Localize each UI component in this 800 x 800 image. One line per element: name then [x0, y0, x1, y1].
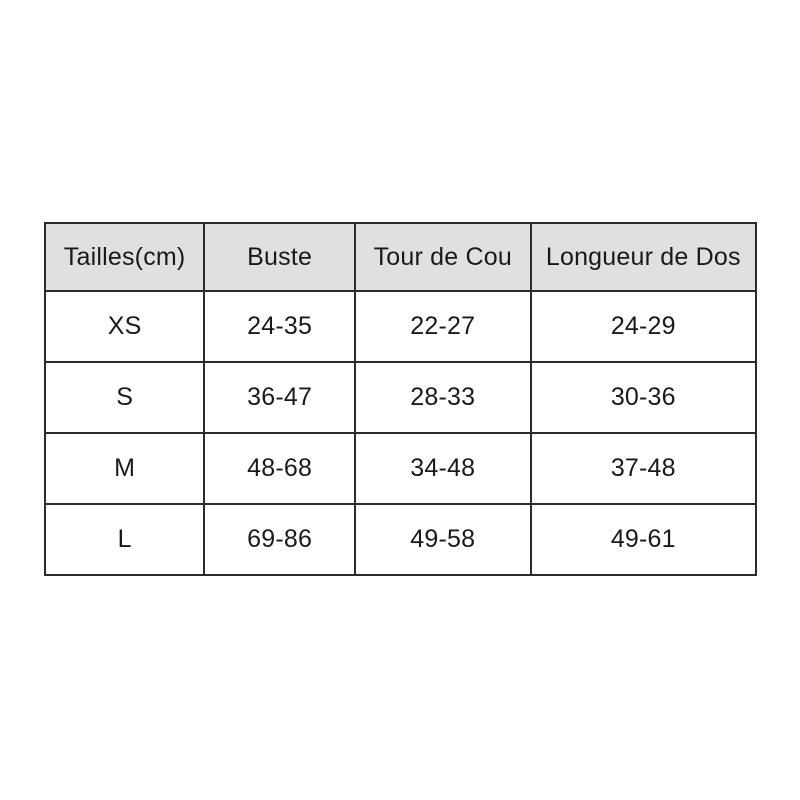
header-row [45, 223, 756, 291]
tour-de-cou-cell: 22-27 [355, 291, 531, 362]
tour-de-cou-cell: 34-48 [355, 433, 531, 504]
table-row-m [45, 433, 756, 504]
table-row-s [45, 362, 756, 433]
buste-cell: 48-68 [204, 433, 355, 504]
table-row-l [45, 504, 756, 575]
column-header-longueur-de-dos: Longueur de Dos [531, 223, 756, 291]
table-row-xs [45, 291, 756, 362]
longueur-de-dos-cell: 37-48 [531, 433, 756, 504]
size-cell: M [45, 433, 204, 504]
buste-cell: 69-86 [204, 504, 355, 575]
column-header-tailles: Tailles(cm) [45, 223, 204, 291]
tour-de-cou-cell: 49-58 [355, 504, 531, 575]
column-header-buste: Buste [204, 223, 355, 291]
buste-cell: 36-47 [204, 362, 355, 433]
tour-de-cou-cell: 28-33 [355, 362, 531, 433]
size-chart [44, 222, 757, 576]
size-cell: L [45, 504, 204, 575]
column-header-tour-de-cou: Tour de Cou [355, 223, 531, 291]
longueur-de-dos-cell: 49-61 [531, 504, 756, 575]
longueur-de-dos-cell: 24-29 [531, 291, 756, 362]
buste-cell: 24-35 [204, 291, 355, 362]
size-cell: S [45, 362, 204, 433]
size-chart-table [44, 222, 757, 576]
size-cell: XS [45, 291, 204, 362]
longueur-de-dos-cell: 30-36 [531, 362, 756, 433]
